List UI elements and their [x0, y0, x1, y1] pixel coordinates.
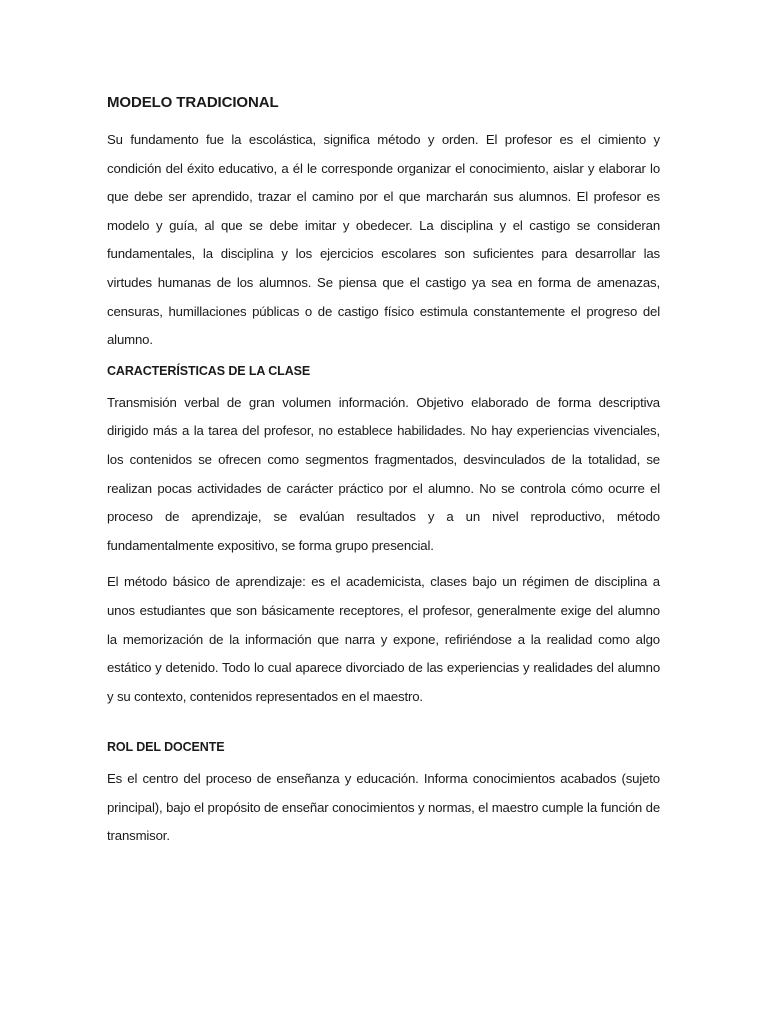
- paragraph-metodo: El método básico de aprendizaje: es el academicista, clases bajo un régimen de disciplina a unos estudiantes que son básicamente receptores, el profesor, generalmente exige del alumno la memorización de la información que narra y expone, refiriéndose a la realidad como algo estático y detenido. Todo lo cual aparece divorciado de las experiencias y realidades del alumno y su contexto, contenidos representados en el maestro.: [107, 574, 660, 704]
- heading-rol-docente: ROL DEL DOCENTE: [107, 740, 225, 755]
- document-title: MODELO TRADICIONAL: [107, 94, 279, 111]
- heading-caracteristicas: CARACTERÍSTICAS DE LA CLASE: [107, 363, 311, 378]
- document-page: [107, 92, 660, 851]
- paragraph-rol-docente: Es el centro del proceso de enseñanza y educación. Informa conocimientos acabados (sujeto principal), bajo el propósito de enseñar conocimientos y normas, el maestro cumple la función de transmisor.: [107, 771, 660, 844]
- paragraph-caracteristicas: Transmisión verbal de gran volumen información. Objetivo elaborado de forma descriptiva dirigido más a la tarea del profesor, no establece habilidades. No hay experiencias vivenciales, los contenidos se ofrecen como segmentos fragmentados, desvinculados de la totalidad, se realizan pocas actividades de carácter práctico por el alumno. No se controla cómo ocurre el proceso de aprendizaje, se evalúan resultados y a un nivel reproductivo, método fundamentalmente expositivo, se forma grupo presencial.: [107, 394, 660, 553]
- paragraph-fundamento: Su fundamento fue la escolástica, significa método y orden. El profesor es el cimiento y condición del éxito educativo, a él le corresponde organizar el conocimiento, aislar y elaborar lo que debe ser aprendido, trazar el camino por el que marcharán sus alumnos. El profesor es modelo y guía, al que se debe imitar y obedecer. La disciplina y el castigo se consideran fundamentales, la disciplina y los ejercicios escolares son suficientes para desarrollar las virtudes humanas de los alumnos. Se piensa que el castigo ya sea en forma de amenazas, censuras, humillaciones públicas o de castigo físico estimula constantemente el progreso del alumno.: [107, 132, 660, 348]
